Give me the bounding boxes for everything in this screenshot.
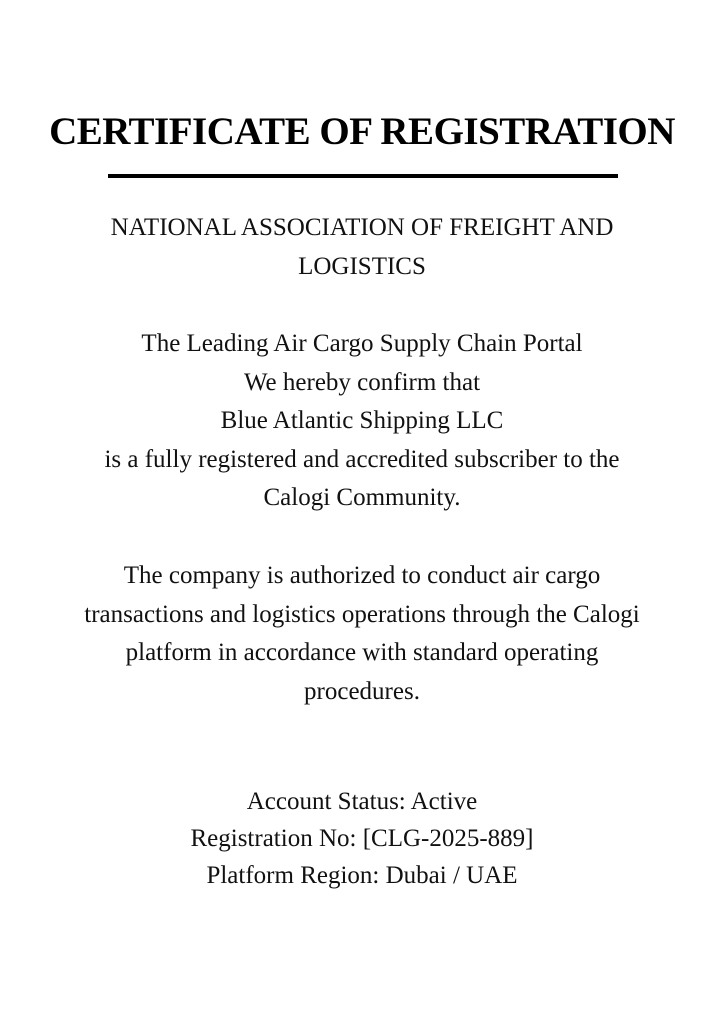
confirmation-statement-line-1: is a fully registered and accredited subscriber to the bbox=[104, 445, 620, 473]
account-status: Account Status: Active bbox=[246, 788, 478, 815]
authorization-line-4: procedures. bbox=[304, 677, 420, 705]
platform-region: Platform Region: Dubai / UAE bbox=[206, 862, 518, 889]
organization-name-line-2: LOGISTICS bbox=[298, 252, 426, 280]
organization-name bbox=[40, 209, 684, 286]
confirmation-intro: We hereby confirm that bbox=[243, 368, 481, 396]
authorization-line-3: platform in accordance with standard operating bbox=[125, 639, 599, 666]
company-name: Blue Atlantic Shipping LLC bbox=[220, 407, 504, 434]
registration-number: Registration No: [CLG-2025-889] bbox=[190, 825, 534, 852]
authorization-line-2: transactions and logistics operations through the Calogi bbox=[84, 600, 640, 628]
confirmation-statement-line-2: Calogi Community. bbox=[263, 484, 461, 511]
organization-name-line-1: NATIONAL ASSOCIATION OF FREIGHT AND bbox=[110, 214, 614, 241]
registration-details bbox=[40, 783, 684, 894]
authorization-paragraph bbox=[40, 557, 684, 711]
certificate-title: CERTIFICATE OF REGISTRATION bbox=[49, 110, 675, 153]
authorization-line-1: The company is authorized to conduct air cargo bbox=[123, 562, 601, 589]
title-underline-divider bbox=[108, 174, 618, 178]
portal-tagline: The Leading Air Cargo Supply Chain Portal bbox=[141, 330, 583, 357]
confirmation-paragraph bbox=[40, 325, 684, 518]
